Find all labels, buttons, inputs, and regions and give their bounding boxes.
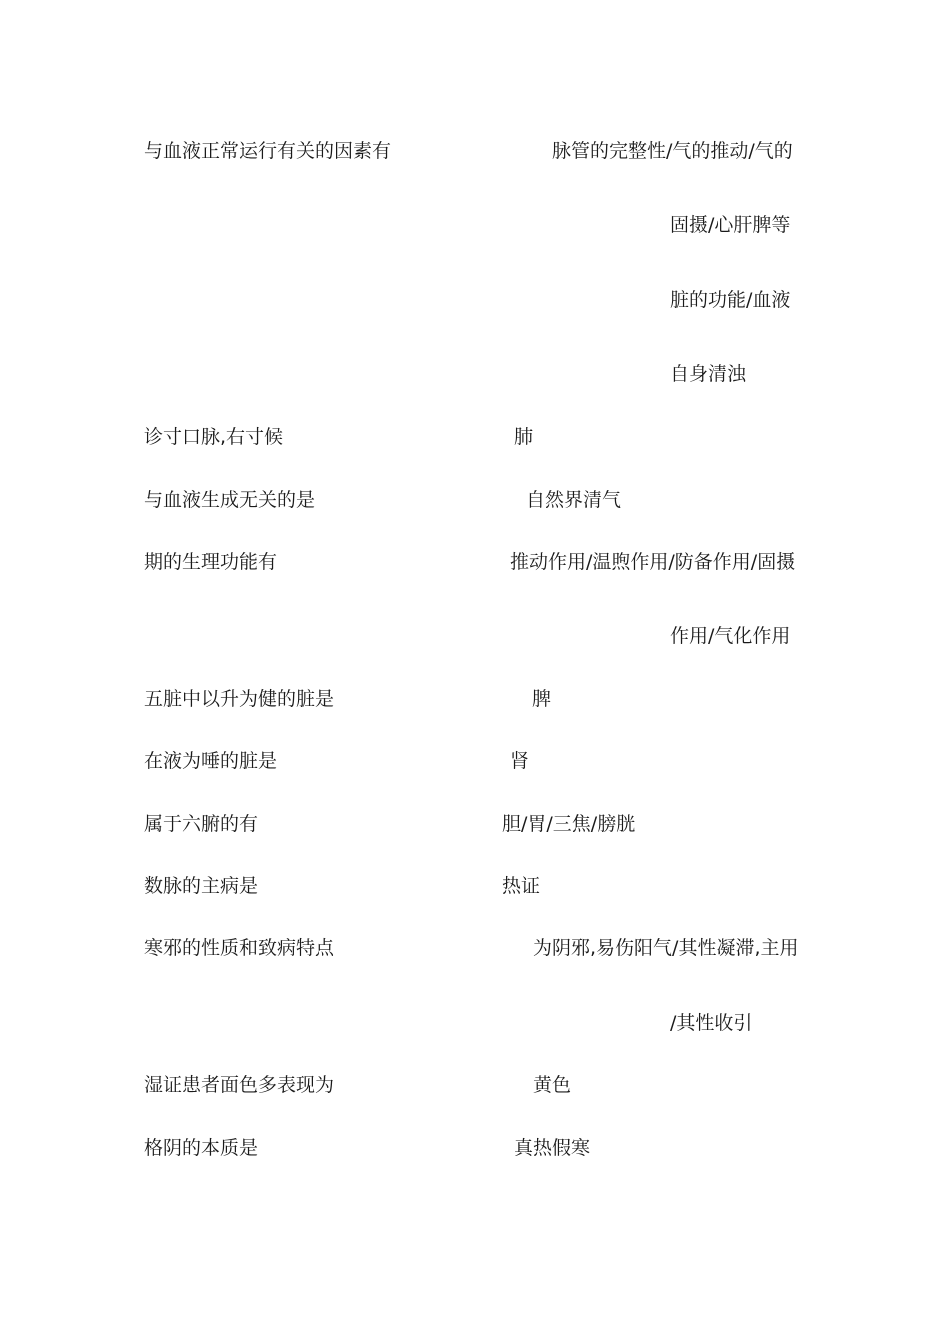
question-text: 在液为唾的脏是 [144, 750, 278, 772]
question-text: 寒邪的性质和致病特点 [144, 937, 335, 959]
answer-text: 肺 [514, 426, 534, 448]
answer-text: 肾 [510, 750, 530, 772]
question-text: 属于六腑的有 [144, 813, 259, 835]
question-text: 诊寸口脉,右寸候 [144, 426, 284, 448]
answer-text: 脏的功能/血液 [670, 289, 791, 311]
answer-text: /其性收引 [670, 1012, 753, 1034]
answer-text: 自然界清气 [526, 489, 622, 511]
answer-text: 自身清浊 [670, 363, 747, 385]
answer-text: 黄色 [533, 1074, 572, 1096]
answer-text: 脾 [532, 688, 552, 710]
answer-text: 热证 [502, 875, 541, 897]
answer-text: 脉管的完整性/气的推动/气的 [552, 140, 793, 162]
answer-text: 固摄/心肝脾等 [670, 214, 791, 236]
answer-text: 为阴邪,易伤阳气/其性凝滞,主用 [533, 937, 799, 959]
answer-text: 胆/胃/三焦/膀胱 [502, 813, 636, 835]
question-text: 期的生理功能有 [144, 551, 278, 573]
answer-text: 真热假寒 [514, 1137, 591, 1159]
question-text: 格阴的本质是 [144, 1137, 259, 1159]
question-text: 五脏中以升为健的脏是 [144, 688, 335, 710]
answer-text: 推动作用/温煦作用/防备作用/固摄 [510, 551, 796, 573]
question-text: 与血液生成无关的是 [144, 489, 316, 511]
question-text: 湿证患者面色多表现为 [144, 1074, 335, 1096]
question-text: 数脉的主病是 [144, 875, 259, 897]
question-text: 与血液正常运行有关的因素有 [144, 140, 392, 162]
answer-text: 作用/气化作用 [670, 625, 791, 647]
